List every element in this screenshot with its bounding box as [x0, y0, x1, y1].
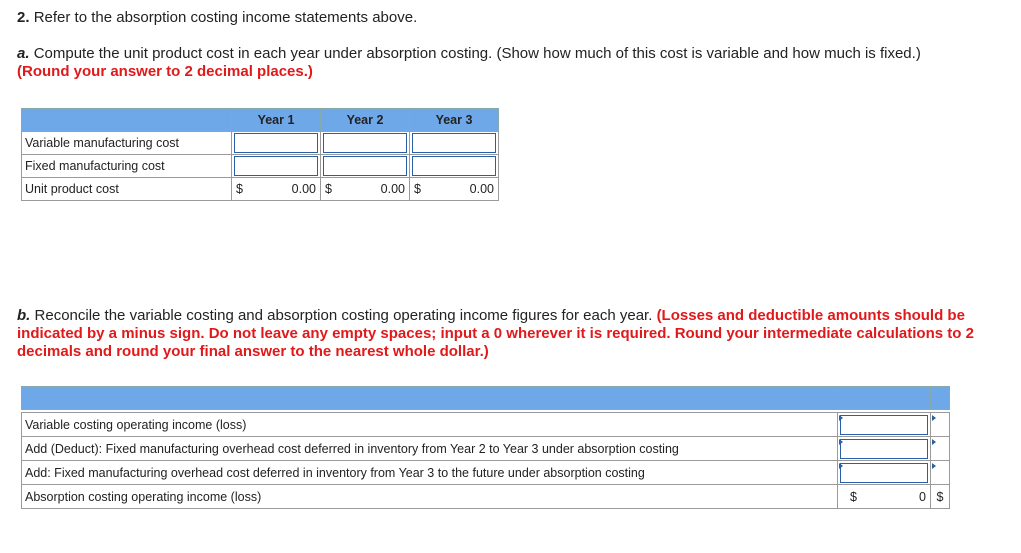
variable-cost-year-3-input[interactable]: [412, 133, 496, 153]
part-a-instruction: (Round your answer to 2 decimal places.): [17, 63, 313, 80]
part-a-text: Compute the unit product cost in each year under absorption costing. (Show how much of this cost is variable and how much is fixed.): [33, 45, 921, 62]
table-row: [22, 413, 950, 437]
unit-cost-year-2-value: 0.00: [380, 182, 405, 196]
header-year-3: Year 3: [410, 109, 499, 132]
header-year-2: Year 2: [321, 109, 410, 132]
row-label-variable-income: Variable costing operating income (loss): [22, 413, 838, 437]
table-row: [22, 461, 950, 485]
unit-cost-year-1-value: 0.00: [291, 182, 316, 196]
fixed-cost-year-3-input[interactable]: [412, 156, 496, 176]
part-a-prompt: [17, 45, 977, 81]
table-header-row: [22, 387, 950, 410]
fixed-cost-year-1-input[interactable]: [234, 156, 318, 176]
table-row: [22, 178, 499, 201]
question-heading: [17, 9, 417, 26]
part-b-text: Reconcile the variable costing and absorption costing operating income figures for each year.: [34, 307, 653, 324]
header-blank: [22, 109, 232, 132]
currency-symbol: $: [850, 489, 857, 504]
variable-cost-year-1-input[interactable]: [234, 133, 318, 153]
deferred-y2-y3-input[interactable]: [840, 439, 928, 459]
deferred-y3-future-input-next[interactable]: [931, 461, 950, 485]
variable-income-input-next[interactable]: [931, 413, 950, 437]
variable-cost-year-2-input[interactable]: [323, 133, 407, 153]
deferred-y3-future-input[interactable]: [840, 463, 928, 483]
part-b-instruction: (Losses and deductible amounts should be indicated by a minus sign. Do not leave any empty spaces; input a 0 wherever it is required. Round your intermediate calculations to 2 decimals and round your final answer to the nearest whole dollar.): [17, 307, 974, 360]
part-b-letter: b.: [17, 307, 31, 324]
reconciliation-table: [21, 386, 950, 509]
currency-symbol: $: [936, 489, 944, 504]
row-label-absorption-income: Absorption costing operating income (loss): [22, 485, 838, 509]
row-label-fixed: Fixed manufacturing cost: [22, 155, 232, 178]
currency-symbol: $: [236, 182, 243, 196]
table-header-row: [22, 109, 499, 132]
row-label-variable: Variable manufacturing cost: [22, 132, 232, 155]
row-label-deferred-y2-y3: Add (Deduct): Fixed manufacturing overhead cost deferred in inventory from Year 2 to Year 3 under absorption costing: [22, 437, 838, 461]
currency-symbol: $: [325, 182, 332, 196]
row-label-deferred-y3-future: Add: Fixed manufacturing overhead cost deferred in inventory from Year 3 to the future under absorption costing: [22, 461, 838, 485]
question-text: Refer to the absorption costing income statements above.: [33, 9, 418, 26]
unit-cost-table: [21, 108, 499, 201]
fixed-cost-year-2-input[interactable]: [323, 156, 407, 176]
table-row: [22, 485, 950, 509]
part-a-letter: a.: [17, 45, 30, 62]
question-number: 2.: [17, 9, 30, 26]
row-label-unit-cost: Unit product cost: [22, 178, 232, 201]
deferred-y2-y3-input-next[interactable]: [931, 437, 950, 461]
variable-income-input[interactable]: [840, 415, 928, 435]
table-row: [22, 132, 499, 155]
table-row: [22, 437, 950, 461]
absorption-income-value: 0: [919, 489, 926, 504]
table-row: [22, 155, 499, 178]
header-year-1: Year 1: [232, 109, 321, 132]
part-b-prompt: [17, 307, 977, 361]
unit-cost-year-3-value: 0.00: [469, 182, 494, 196]
currency-symbol: $: [414, 182, 421, 196]
